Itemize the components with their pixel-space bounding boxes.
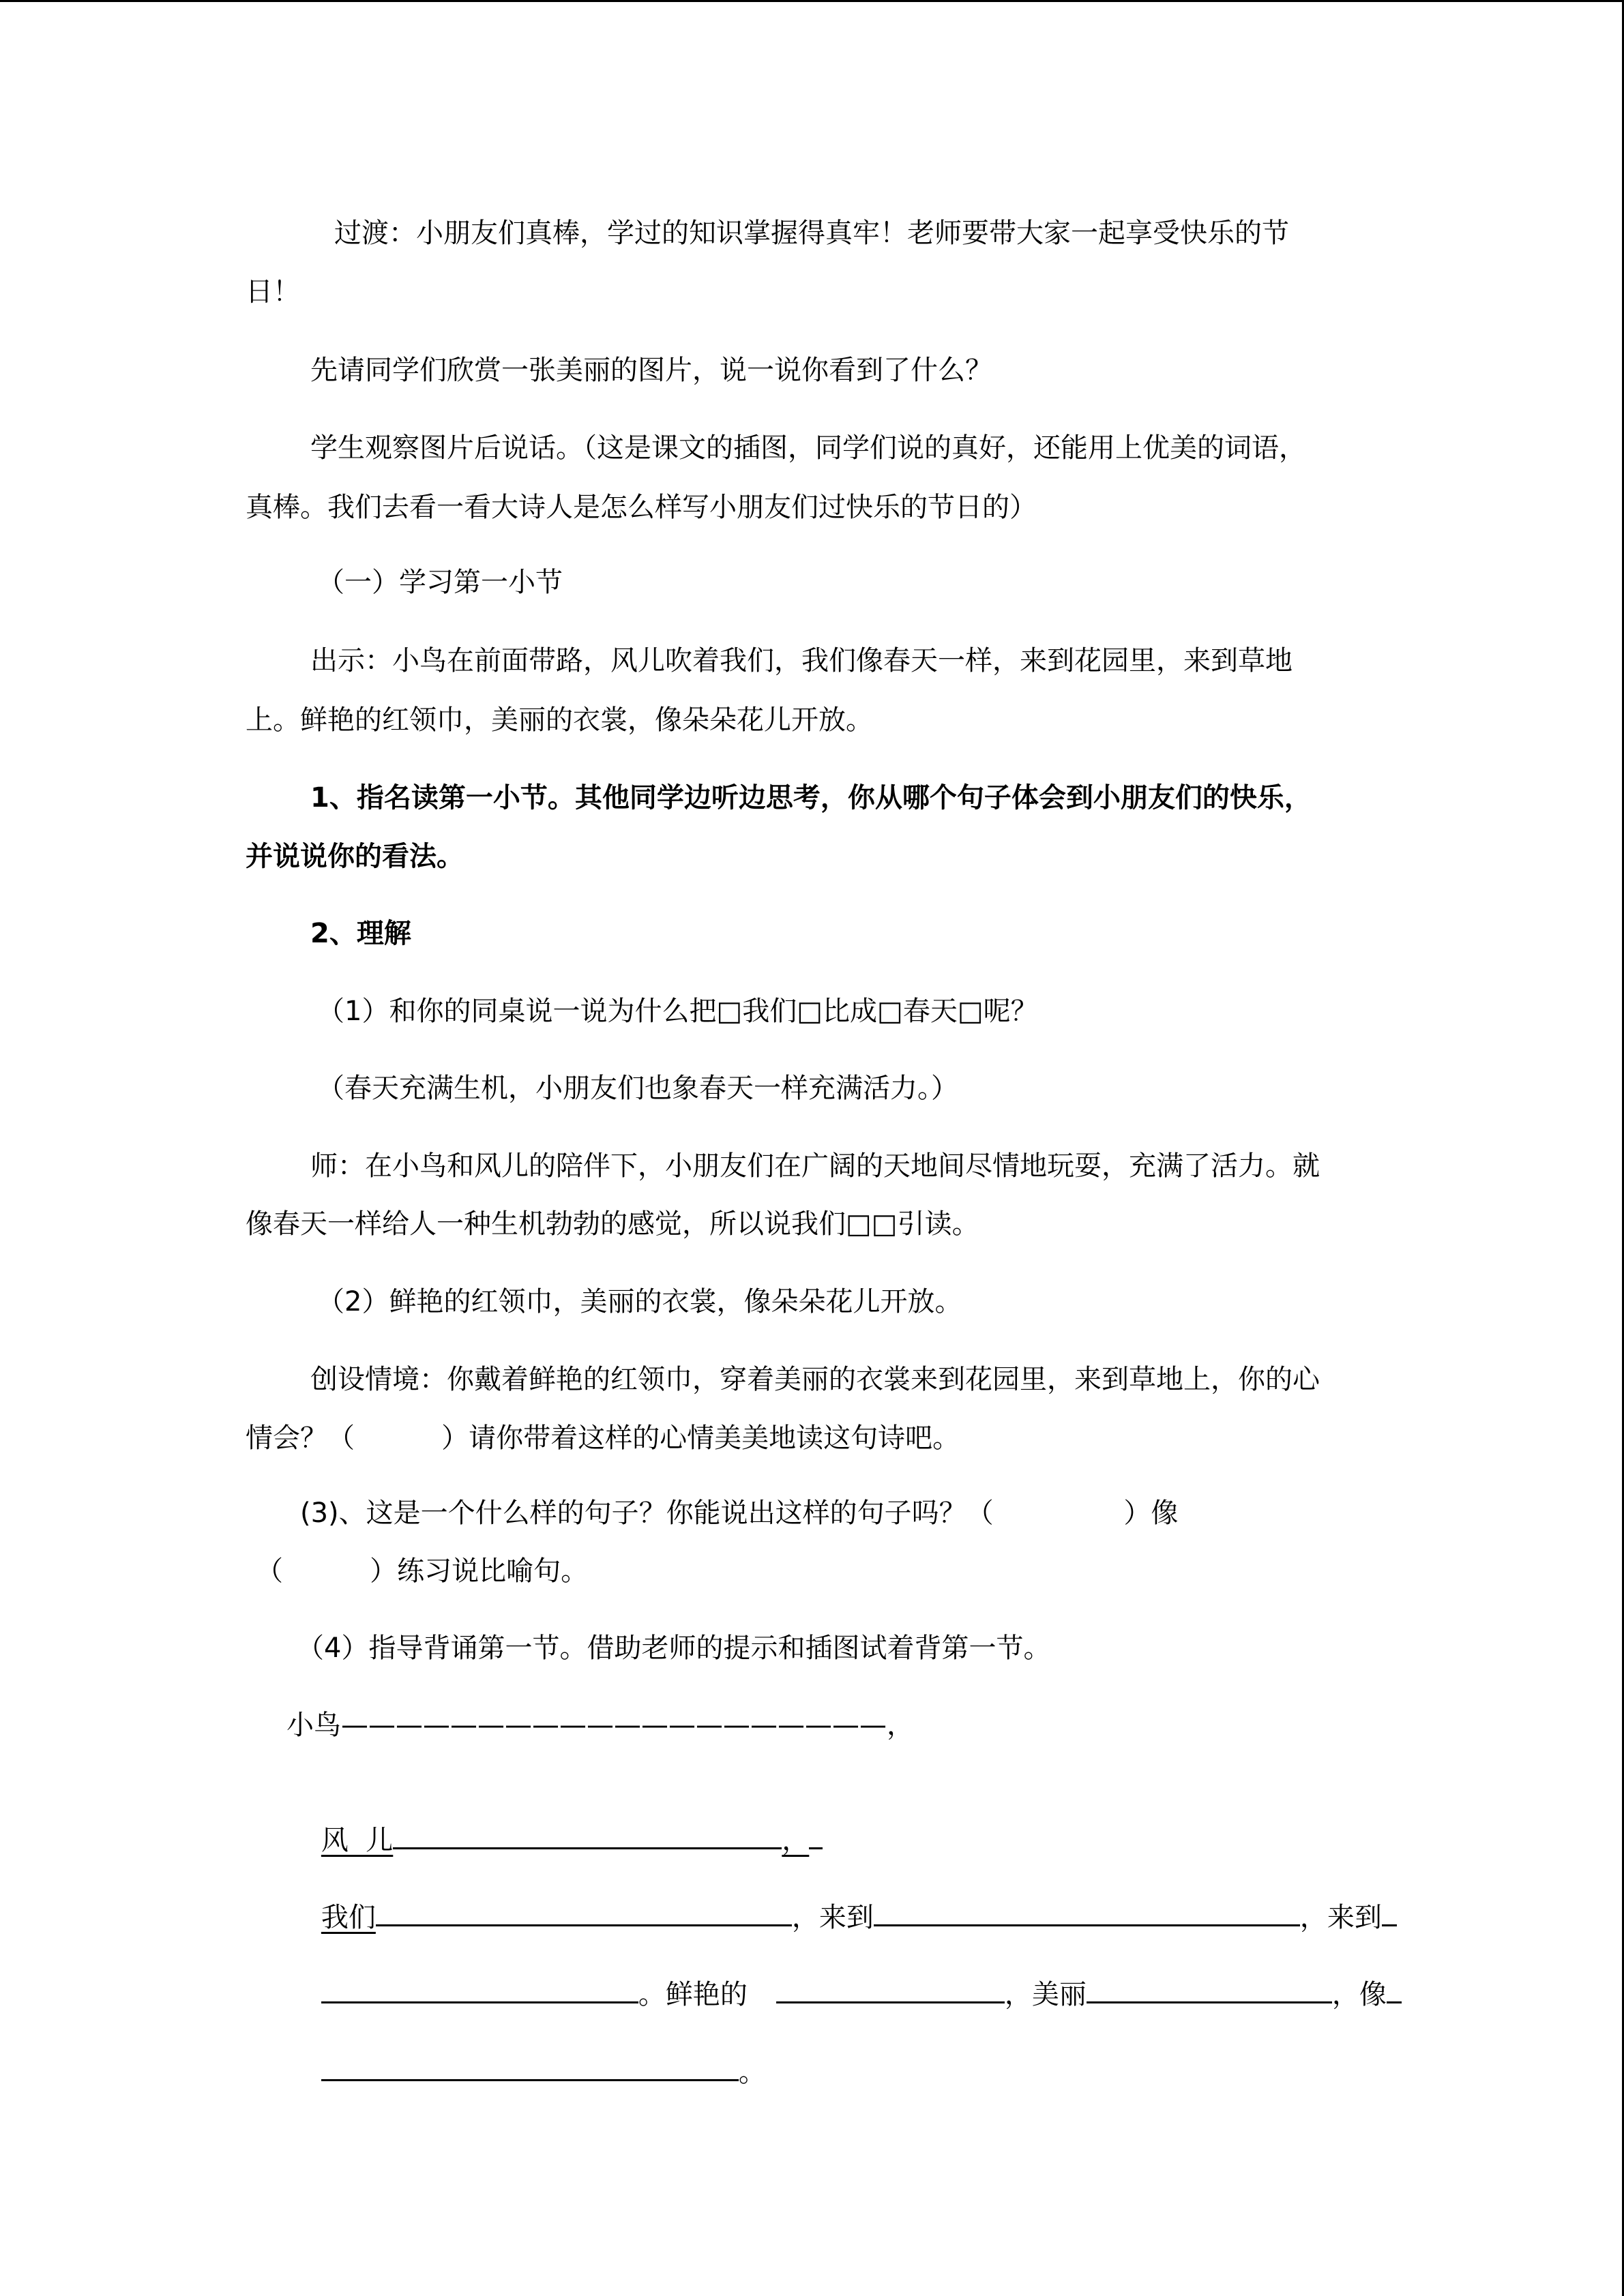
blank-like[interactable]: [321, 2057, 739, 2081]
blank-wind[interactable]: [393, 1825, 782, 1849]
paragraph-4-line-1: 出示：小鸟在前面带路，风儿吹着我们，我们像春天一样，来到花园里，来到草地: [310, 645, 1293, 676]
recite-line-3-label: 我们: [321, 1902, 376, 1933]
section-heading: （一）学习第一小节: [317, 567, 563, 598]
paragraph-4-line-2: 上。鲜艳的红领巾，美丽的衣裳，像朵朵花儿开放。: [246, 704, 873, 736]
blank-come-to-1[interactable]: [874, 1903, 1300, 1926]
blank-come-to-2-start[interactable]: [1382, 1903, 1397, 1926]
scenario-line-1: 创设情境：你戴着鲜艳的红领巾，穿着美丽的衣裳来到花园里，来到草地上，你的心: [310, 1364, 1320, 1395]
blank-bright[interactable]: [776, 1980, 1005, 2003]
blank-like-start[interactable]: [1387, 1980, 1402, 2003]
blank-wind-tail: [809, 1825, 823, 1849]
step-1-line-2: 并说说你的看法。: [246, 841, 464, 872]
paragraph-3-line-2: 真棒。我们去看一看大诗人是怎么样写小朋友们过快乐的节日的）: [246, 492, 1037, 523]
blank-come-to-2[interactable]: [321, 1980, 638, 2003]
answer-1: （春天充满生机，小朋友们也象春天一样充满活力。）: [317, 1073, 958, 1104]
paragraph-1-line-1: 过渡：小朋友们真棒，学过的知识掌握得真牢！老师要带大家一起享受快乐的节: [334, 218, 1289, 249]
step-2-heading: 2、理解: [310, 918, 411, 949]
recite-line-5-end: 。: [738, 2057, 766, 2088]
recite-line-5: [286, 2015, 766, 2130]
question-3-line-2: （ ）练习说比喻句。: [256, 1555, 589, 1587]
recite-line-3-end: ，来到: [1299, 1902, 1382, 1933]
teacher-line-1: 师：在小鸟和风儿的陪伴下，小朋友们在广阔的天地间尽情地玩耍，充满了活力。就: [310, 1150, 1320, 1182]
paragraph-3-line-1: 学生观察图片后说话。（这是课文的插图，同学们说的真好，还能用上优美的词语，: [310, 432, 1306, 464]
question-4: （4）指导背诵第一节。借助老师的提示和插图试着背第一节。: [297, 1632, 1051, 1664]
recite-line-2-label: 风 儿: [321, 1825, 394, 1856]
step-1-line-1: 1、指名读第一小节。其他同学边听边思考，你从哪个句子体会到小朋友们的快乐，: [310, 782, 1312, 814]
recite-line-4-like: ，像: [1331, 1979, 1387, 2010]
blank-we[interactable]: [376, 1903, 792, 1926]
page-border-top: [0, 0, 1624, 2]
recite-line-4-bright: 。鲜艳的: [638, 1979, 748, 2010]
question-2: （2）鲜艳的红领巾，美丽的衣裳，像朵朵花儿开放。: [317, 1286, 962, 1317]
recite-line-1: 小鸟————————————————————，: [286, 1710, 914, 1741]
question-3-line-1: (3)、这是一个什么样的句子？你能说出这样的句子吗？（ ）像: [300, 1497, 1179, 1529]
paragraph-1-line-2: 日！: [246, 276, 300, 308]
recite-line-2-comma: ，: [782, 1825, 810, 1856]
blank-beautiful[interactable]: [1087, 1980, 1332, 2003]
recite-line-3-mid: ，来到: [791, 1902, 874, 1933]
recite-line-4-beautiful: ，美丽: [1004, 1979, 1087, 2010]
teacher-line-2: 像春天一样给人一种生机勃勃的感觉，所以说我们□□引读。: [246, 1208, 979, 1240]
question-1: （1）和你的同桌说一说为什么把□我们□比成□春天□呢？: [317, 996, 1038, 1027]
paragraph-2: 先请同学们欣赏一张美丽的图片，说一说你看到了什么？: [310, 355, 992, 386]
scenario-line-2: 情会？（ ）请你带着这样的心情美美地读这句诗吧。: [246, 1422, 960, 1454]
